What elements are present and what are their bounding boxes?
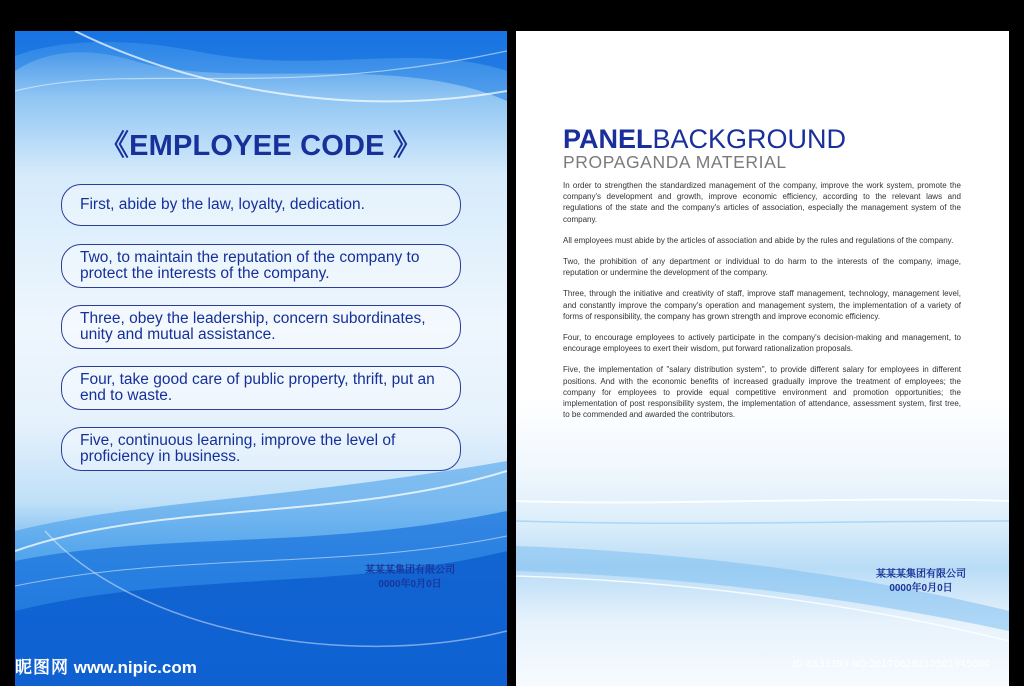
employee-code-panel (15, 31, 507, 686)
watermark-logo (15, 653, 197, 678)
code-item-5: Five, continuous learning, improve the level of proficiency in business. (61, 427, 461, 471)
watermark-logo-url: www.nipic.com (73, 658, 197, 677)
background-panel (516, 31, 1009, 686)
company-date: 0000年0月0日 (378, 579, 442, 590)
paragraph-2: All employees must abide by the articles of association and abide by the rules and regulations of the company. (563, 235, 954, 245)
code-item-1: First, abide by the law, loyalty, dedication. (61, 184, 461, 226)
paragraph-1: In order to strengthen the standardized management of the company, improve the work system, promote the company's development and growth, improve economic efficiency, according to the relevant laws and regulations of the state and the company's articles of association, especially the management system of the company. (563, 181, 961, 224)
paragraph-4: Three, through the initiative and creativity of staff, improve staff management, technology, management level, and constantly improve the company's operation and management system, the implementation of a variety of forms of responsibility, the company has grown strength and improve economic efficiency. (563, 289, 961, 321)
company-info-left (340, 564, 480, 592)
company-name: 某某某集团有限公司 (365, 565, 455, 576)
panel-title (563, 124, 846, 154)
company-name: 某某某集团有限公司 (876, 569, 966, 580)
body-text (563, 180, 961, 430)
panel-subtitle: PROPAGANDA MATERIAL (563, 152, 787, 172)
panel-title-bold: PANEL (563, 124, 653, 154)
code-item-4: Four, take good care of public property, thrift, put an end to waste. (61, 366, 461, 410)
paragraph-5: Four, to encourage employees to actively participate in the company's decision-making and management, to encourage employees to exert their wisdom, put forward rationalization proposals. (563, 333, 961, 354)
company-info-right (856, 568, 986, 596)
employee-code-title: 《EMPLOYEE CODE 》 (99, 130, 423, 162)
paragraph-3: Two, the prohibition of any department or individual to do harm to the interests of the company, image, reputation or undermine the development of the company. (563, 257, 961, 278)
watermark-logo-cn: 昵图网 (15, 658, 69, 678)
code-item-2: Two, to maintain the reputation of the company to protect the interests of the company. (61, 244, 461, 288)
panel-title-regular: BACKGROUND (652, 124, 847, 154)
watermark-id: ID:8533399 NO:20170628210501945000 (793, 659, 991, 670)
code-item-3: Three, obey the leadership, concern subordinates, unity and mutual assistance. (61, 305, 461, 349)
company-date: 0000年0月0日 (889, 583, 953, 594)
paragraph-6: Five, the implementation of "salary distribution system", to provide different salary for employees in different positions. And with the economic benefits of increased gradually improve the treatment of employees; the company for employees to provide equal competitive environment and promotion opportunities; the implementation of post responsibility system, the implementation of attendance, assessment system, first tree, to be commended and awarded the contributors. (563, 365, 961, 420)
